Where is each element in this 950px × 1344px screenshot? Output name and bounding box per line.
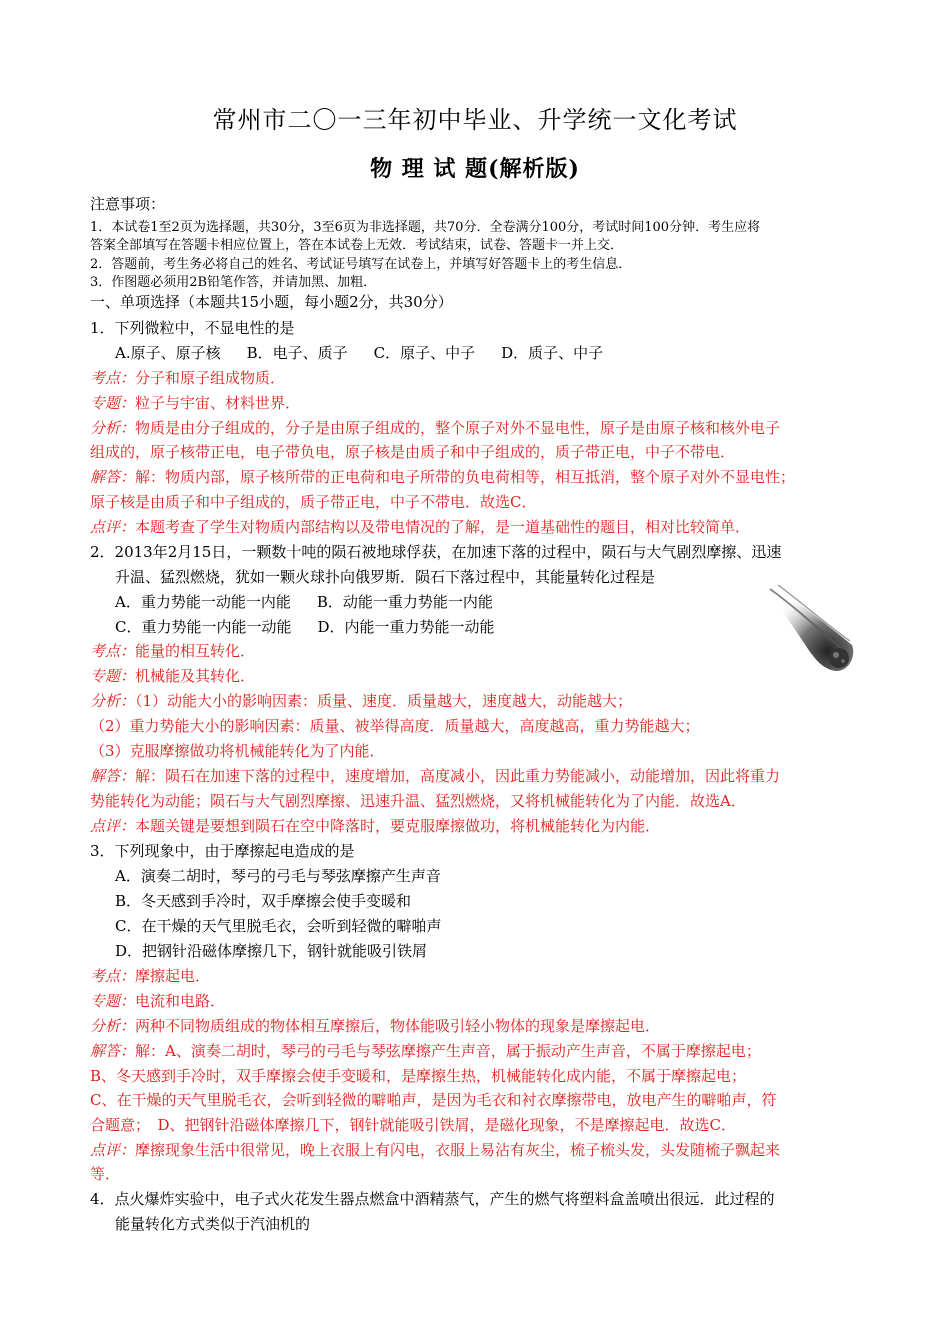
q1-fenxi-1: 分析：物质是由分子组成的，分子是由原子组成的，整个原子对外不显电性，原子是由原子核和核外电子 [90,419,781,437]
q1-stem: 1．下列微粒中，不显电性的是 [90,319,295,337]
q1-option-d: D．质子、中子 [501,344,604,362]
q2-option-b: B．动能一重力势能一内能 [316,593,493,611]
meteor-illustration [760,575,860,675]
q3-option-b: B．冬天感到手冷时，双手摩擦会使手变暖和 [115,892,412,910]
q2-option-d: D．内能一重力势能一动能 [317,618,495,636]
q2-fenxi-1: 分析：（1）动能大小的影响因素：质量、速度．质量越大，速度越大，动能越大； [90,692,633,710]
q1-options [115,344,629,362]
q3-dianping-2: 等． [90,1165,121,1183]
q2-options-ab [115,593,519,611]
q2-kaodian: 考点：能量的相互转化． [90,642,256,660]
q3-fenxi: 分析：两种不同物质组成的物体相互摩擦后，物体能吸引轻小物体的现象是摩擦起电． [90,1017,661,1035]
q3-jieda-2: B、冬天感到手冷时，双手摩擦会使手变暖和，是摩擦生热，机械能转化成内能，不属于摩擦起电； [90,1067,747,1085]
q1-option-a: A.原子、原子核 [115,344,221,362]
q2-stem-1: 2．2013年2月15日，一颗数十吨的陨石被地球俘获，在加速下落的过程中，陨石与大气剧烈摩擦、迅速 [90,543,782,561]
q2-fenxi-2: （2）重力势能大小的影响因素：质量、被举得高度．质量越大，高度越高，重力势能越大； [90,717,700,735]
q2-option-c: C．重力势能一内能一动能 [115,618,292,636]
q1-fenxi-2: 组成的，原子核带正电，电子带负电，原子核是由质子和中子组成的，质子带正电，中子不带电． [90,443,736,461]
notes-line-3: 2．答题前，考生务必将自己的姓名、考试证号填写在试卷上，并填写好答题卡上的考生信息． [90,257,632,272]
q1-dianping: 点评：本题考查了学生对物质内部结构以及带电情况的了解，是一道基础性的题目，相对比较简单． [90,518,751,536]
q2-zhuanti: 专题：机械能及其转化． [90,667,256,685]
exam-subtitle: 物 理 试 题(解析版) [370,156,580,182]
q2-option-a: A．重力势能一动能一内能 [115,593,291,611]
q1-jieda-1: 解答：解：物质内部，原子核所带的正电荷和电子所带的负电荷相等，相互抵消，整个原子对外不显电性； [90,468,796,486]
q2-jieda-2: 势能转化为动能；陨石与大气剧烈摩擦、迅速升温、猛烈燃烧，又将机械能转化为了内能．故选A． [90,792,746,810]
q3-option-a: A．演奏二胡时，琴弓的弓毛与琴弦摩擦产生声音 [115,867,441,885]
q3-option-c: C．在干燥的天气里脱毛衣，会听到轻微的噼啪声 [115,917,442,935]
q3-zhuanti: 专题：电流和电路． [90,992,226,1010]
q3-dianping-1: 点评：摩擦现象生活中很常见，晚上衣服上有闪电，衣服上易沾有灰尘，梳子梳头发，头发随梳子飘起来 [90,1141,781,1159]
q1-option-c: C．原子、中子 [373,344,476,362]
q2-jieda-1: 解答：解：陨石在加速下落的过程中，速度增加，高度减小，因此重力势能减小，动能增加，因此将重力 [90,767,781,785]
q2-stem-2: 升温、猛烈燃烧，犹如一颗火球扑向俄罗斯．陨石下落过程中，其能量转化过程是 [115,568,656,586]
notes-heading: 注意事项： [90,195,166,213]
q4-stem-1: 4．点火爆炸实验中，电子式火花发生器点燃盒中酒精蒸气，产生的燃气将塑料盒盖喷出很远．此过程的 [90,1190,775,1208]
q2-fenxi-3: （3）克服摩擦做功将机械能转化为了内能． [90,742,385,760]
q1-jieda-2: 原子核是由质子和中子组成的，质子带正电，中子不带电．故选C． [90,493,537,511]
notes-line-2: 答案全部填写在答题卡相应位置上，答在本试卷上无效．考试结束，试卷、答题卡一并上交． [90,238,624,253]
notes-line-1: 1．本试卷1至2页为选择题，共30分，3至6页为非选择题，共70分．全卷满分100分，考试时间100分钟．考生应将 [90,220,761,235]
q2-dianping: 点评：本题关键是要想到陨石在空中降落时，要克服摩擦做功，将机械能转化为内能． [90,817,661,835]
q3-jieda-3: C、在干燥的天气里脱毛衣，会听到轻微的噼啪声，是因为毛衣和衬衣摩擦带电，放电产生的噼啪声，符 [90,1091,777,1109]
q4-stem-2: 能量转化方式类似于汽油机的 [115,1215,311,1233]
section-heading: 一、单项选择（本题共15小题，每小题2分，共30分） [90,293,453,311]
q3-kaodian: 考点：摩擦起电． [90,967,211,985]
q3-jieda-1: 解答：解：A、演奏二胡时，琴弓的弓毛与琴弦摩擦产生声音，属于振动产生声音，不属于摩擦起电； [90,1042,761,1060]
exam-title: 常州市二〇一三年初中毕业、升学统一文化考试 [212,106,738,134]
q1-kaodian: 考点：分子和原子组成物质． [90,369,286,387]
q3-option-d: D．把钢针沿磁体摩擦几下，钢针就能吸引铁屑 [115,942,428,960]
q3-stem: 3．下列现象中，由于摩擦起电造成的是 [90,842,355,860]
q2-options-cd [115,618,521,636]
q1-zhuanti: 专题：粒子与宇宙、材料世界． [90,394,301,412]
q3-jieda-4: 合题意； D、把钢针沿磁体摩擦几下，钢针就能吸引铁屑，是磁化现象，不是摩擦起电．故选C． [90,1116,737,1134]
notes-line-4: 3．作图题必须用2B铅笔作答，并请加黑、加粗． [90,275,377,290]
q1-option-b: B．电子、质子 [246,344,348,362]
